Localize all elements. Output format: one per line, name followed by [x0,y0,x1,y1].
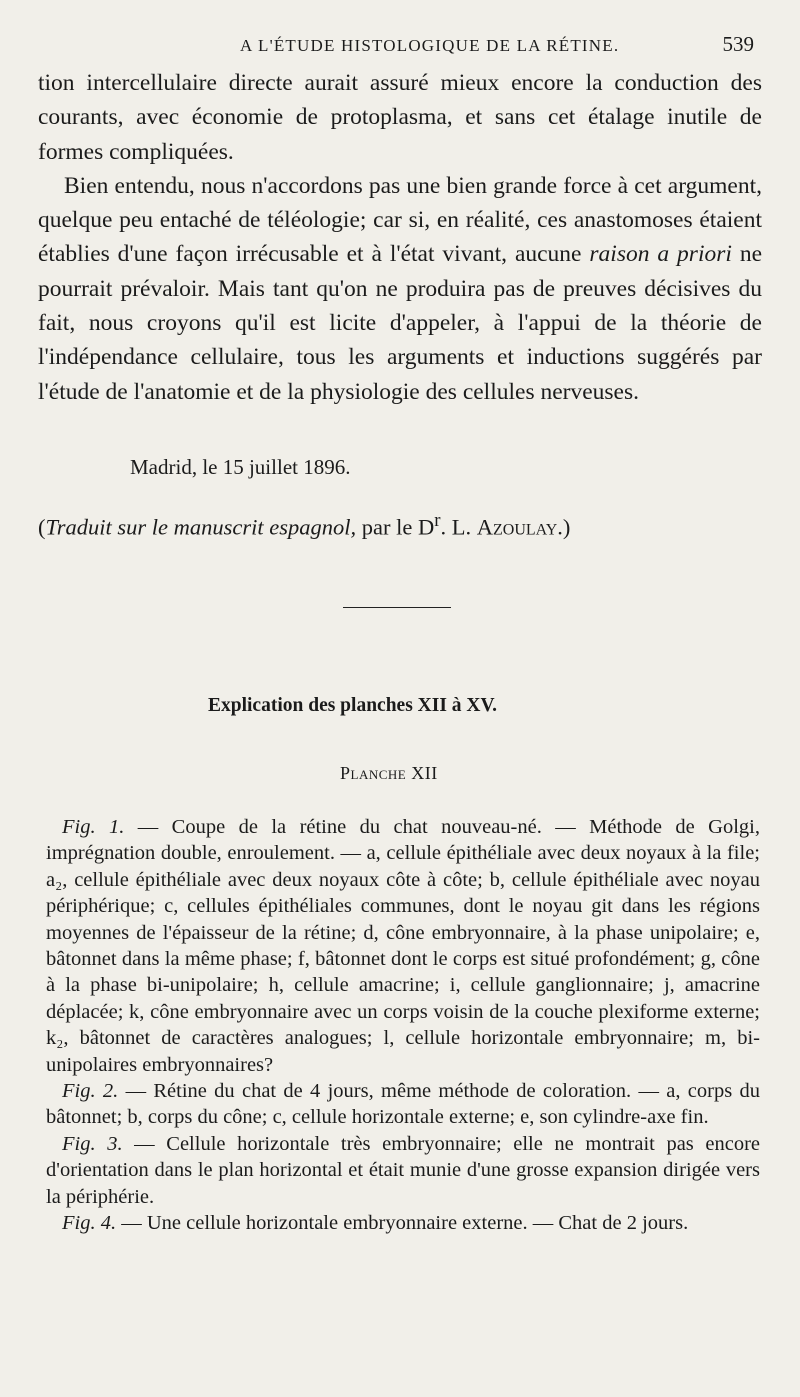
translation-note-italic: Traduit sur le manuscrit espagnol, [45,514,357,540]
section-divider [343,607,451,608]
page-number: 539 [722,32,754,56]
paren-close: .) [557,514,571,540]
figure-label: Fig. 2. [62,1080,119,1103]
paragraph-argument [38,169,762,409]
running-header [40,32,760,60]
running-title: A L'ÉTUDE HISTOLOGIQUE DE LA RÉTINE. [240,36,620,55]
figure-label: Fig. 3. [62,1132,123,1155]
translator-name: Azoulay [476,514,558,540]
paren-open: ( [38,514,46,540]
figure-text: — Une cellule horizontale embryonnaire externe. — Chat de 2 jours. [116,1212,689,1235]
figure-caption [46,1078,760,1131]
paragraph-continuation: tion intercellulaire directe aurait assuré mieux encore la conduction des courants, avec économie de protoplasma, et sans cet étalage inutile de formes compliquées. [38,70,762,165]
figure-text: — Coupe de la rétine du chat nouveau-né. — Méthode de Golgi, imprégnation double, enroulement. — a, cellule épithéliale avec deux noyaux à la file; a₂, cellule épithéliale avec deux noyaux côte à côte; b, cellule épithéliale avec noyau périphérique; c, cellules épithéliales communes, dont le noyau git dans les régions moyennes de l'épaisseur de la rétine; d, cône embryonnaire, à la phase unipolaire; e, bâtonnet dans la même phase; f, bâtonnet dont le corps est situé profondément; g, cône à la phase bi-unipolaire; h, cellule amacrine; i, cellule ganglionnaire; j, amacrine déplacée; k, cône embryonnaire avec un corps voisin de la couche plexiforme externe; k₂, bâtonnet de caractères analogues; l, cellule horizontale embryonnaire; m, bi-unipolaires embryonnaires? [46,816,760,1076]
figure-label: Fig. 1. [62,816,125,838]
body-text-top [38,66,762,409]
figure-caption [46,1131,760,1210]
paragraph-text: Bien entendu, nous n'accordons pas une bien grande force à cet argument, quelque peu entaché de téléologie; car si, en réalité, ces anastomoses étaient établies d'une façon irrécusable et à l'état vivant, aucune [38,172,762,268]
figure-caption [46,814,760,1078]
figure-caption [46,1210,760,1236]
figure-text: — Rétine du chat de 4 jours, même méthode de coloration. — a, corps du bâtonnet; b, corps du cône; c, cellule horizontale externe; e, son cylindre-axe fin. [46,1080,760,1129]
translation-note [38,510,570,541]
paragraph-text: ne pourrait prévaloir. Mais tant qu'on ne produira pas de preuves décisives du fait, nous croyons qu'il est licite d'appeler, à l'appui de la théorie de l'indépendance cellulaire, tous les arguments et inductions suggérés par l'étude de l'anatomie et de la physiologie des cellules nerveuses. [38,241,762,405]
translation-note-text: . L. [440,514,477,540]
figure-label: Fig. 4. [62,1212,117,1235]
figure-captions [46,814,760,1237]
place-date-line: Madrid, le 15 juillet 1896. [130,455,351,479]
section-heading: Explication des planches XII à XV. [208,695,497,716]
figure-text: — Cellule horizontale très embryonnaire; elle ne montrait pas encore d'orientation dans le plan horizontal et était munie d'une grosse expansion dirigée vers la périphérie. [46,1132,760,1208]
doctor-superscript: r [434,510,441,531]
plate-subheading: Planche XII [340,763,438,783]
italic-phrase: raison a priori [589,241,732,268]
translation-note-text: par le D [356,514,435,540]
